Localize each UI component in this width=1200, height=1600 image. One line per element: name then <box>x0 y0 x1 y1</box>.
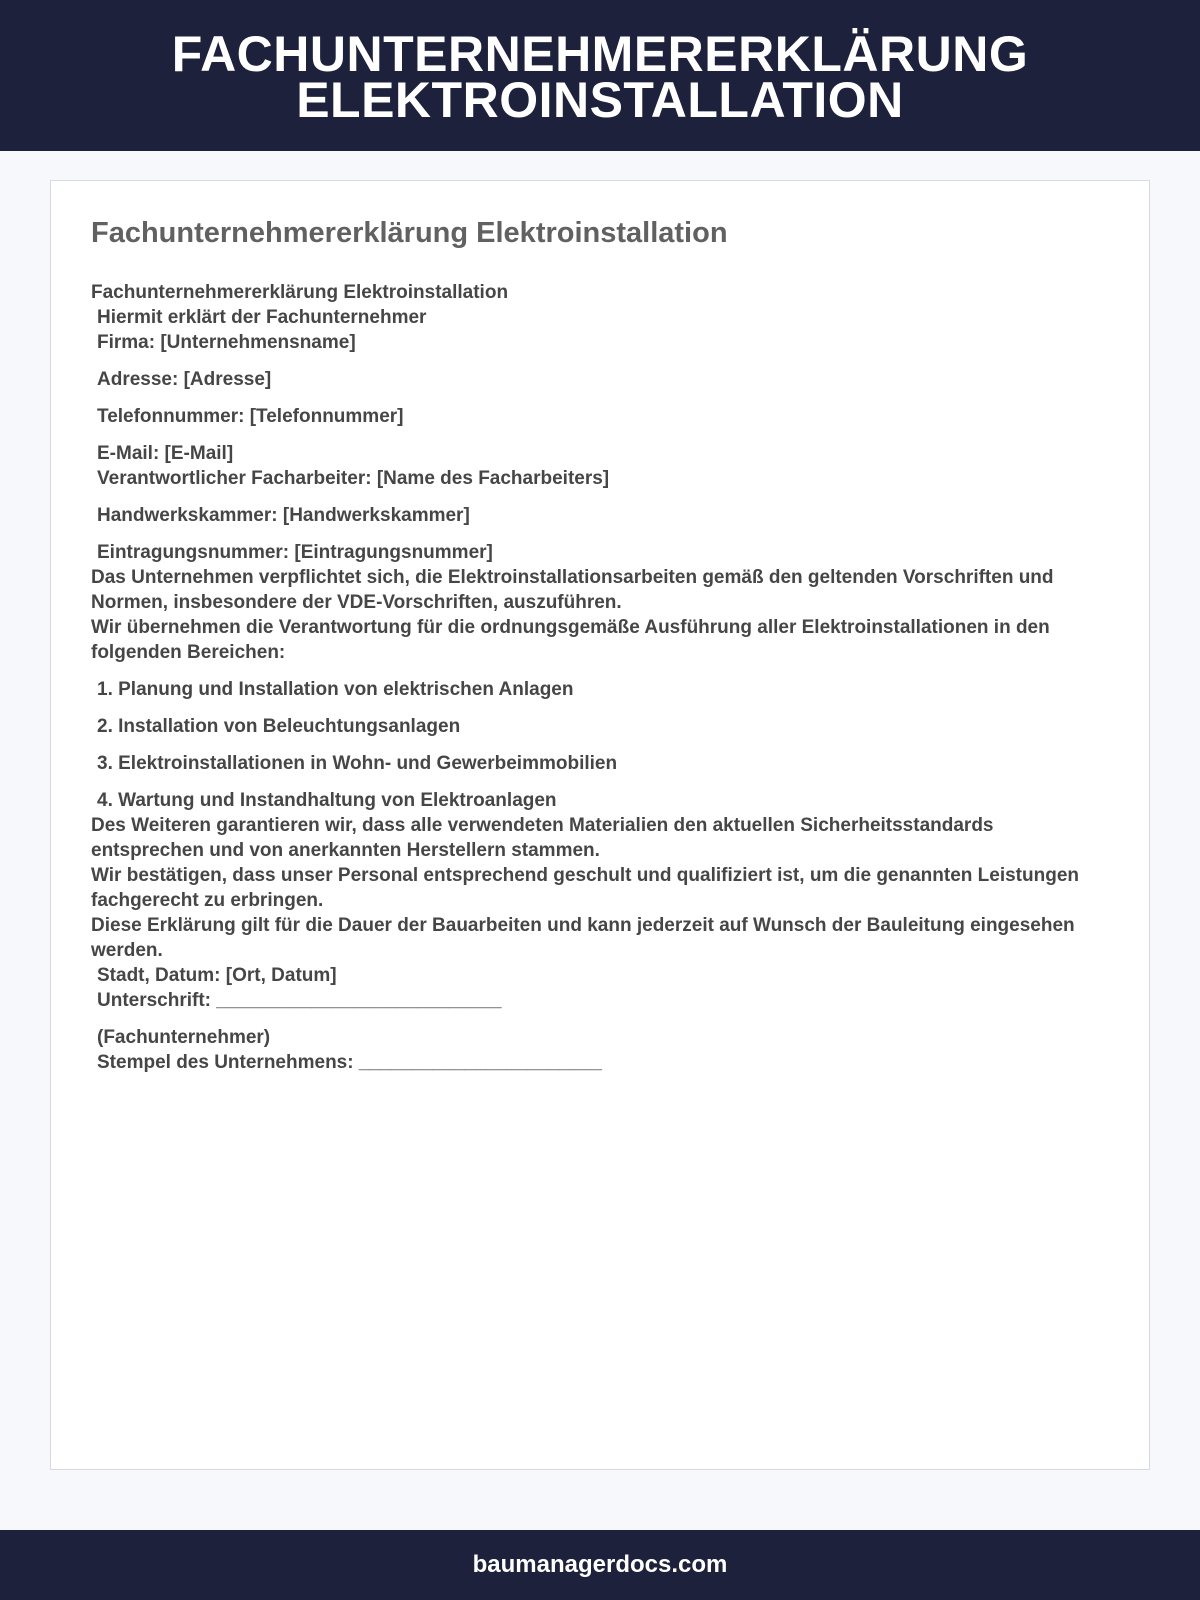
stadt-datum-field: Stadt, Datum: [Ort, Datum] <box>97 965 337 986</box>
facharbeiter-field: Verantwortlicher Facharbeiter: [Name des Facharbeiters] <box>97 468 610 489</box>
header-title-line-1: FACHUNTERNEHMERERKLÄRUNG <box>171 26 1029 82</box>
personal-paragraph: Wir bestätigen, dass unser Personal entsprechend geschult und qualifiziert ist, um die genannten Leistungen fachgerecht zu erbringen. <box>91 865 1079 911</box>
list-item: 3. Elektroinstallationen in Wohn- und Gewerbeimmobilien <box>97 753 618 774</box>
intro-line: Hiermit erklärt der Fachunternehmer <box>97 307 427 328</box>
telefon-field: Telefonnummer: [Telefonnummer] <box>97 406 404 427</box>
firma-field: Firma: [Unternehmensname] <box>97 332 356 353</box>
materialien-paragraph: Des Weiteren garantieren wir, dass alle verwendeten Materialien den aktuellen Sicherheitsstandards entsprechen und von anerkannten Herstellern stammen. <box>91 815 994 861</box>
verpflichtung-paragraph: Das Unternehmen verpflichtet sich, die Elektroinstallationsarbeiten gemäß den geltenden Vorschriften und Normen, insbesondere der VDE-Vorschriften, auszuführen. <box>91 567 1054 613</box>
document-card <box>50 180 1150 1470</box>
document-title: Fachunternehmererklärung Elektroinstallation <box>91 217 728 249</box>
page-header <box>0 0 1200 151</box>
list-item: 2. Installation von Beleuchtungsanlagen <box>97 716 461 737</box>
handwerkskammer-field: Handwerkskammer: [Handwerkskammer] <box>97 505 470 526</box>
gueltigkeit-paragraph: Diese Erklärung gilt für die Dauer der Bauarbeiten und kann jederzeit auf Wunsch der Bauleitung eingesehen werden. <box>91 915 1075 961</box>
stempel-line: Stempel des Unternehmens: _______________________ <box>97 1052 602 1073</box>
page-footer <box>0 1530 1200 1600</box>
footer-site-link[interactable]: baumanagerdocs.com <box>472 1551 728 1578</box>
verantwortung-paragraph: Wir übernehmen die Verantwortung für die ordnungsgemäße Ausführung aller Elektroinstallationen in den folgenden Bereichen: <box>91 617 1050 663</box>
unterschrift-line: Unterschrift: ___________________________ <box>97 990 502 1011</box>
list-item: 4. Wartung und Instandhaltung von Elektroanlagen <box>97 790 557 811</box>
document-heading: Fachunternehmererklärung Elektroinstallation <box>91 282 509 303</box>
fachunternehmer-label: (Fachunternehmer) <box>97 1027 271 1048</box>
email-field: E-Mail: [E-Mail] <box>97 443 234 464</box>
eintragungsnummer-field: Eintragungsnummer: [Eintragungsnummer] <box>97 542 493 563</box>
list-item: 1. Planung und Installation von elektrischen Anlagen <box>97 679 574 700</box>
document-body <box>91 280 1091 1075</box>
header-title-line-2: ELEKTROINSTALLATION <box>296 72 904 128</box>
adresse-field: Adresse: [Adresse] <box>97 369 272 390</box>
